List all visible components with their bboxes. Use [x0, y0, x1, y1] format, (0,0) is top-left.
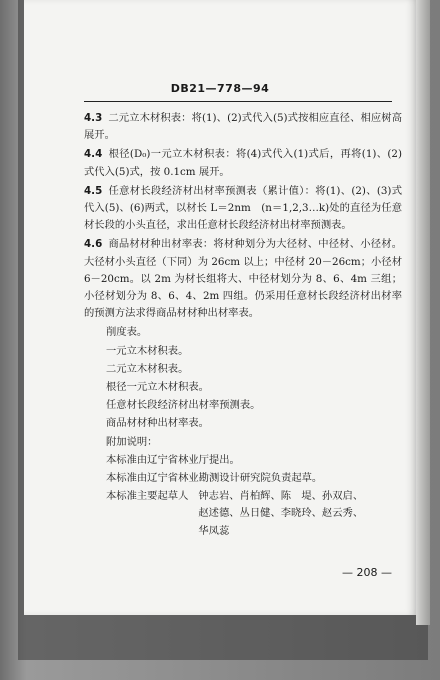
section-4-5	[84, 183, 402, 235]
appendix-line: 本标准由辽宁省林业勘测设计研究院负责起草。	[106, 472, 323, 485]
drafters-line: 钟志岩、肖柏辉、陈 堤、孙双启、	[198, 490, 364, 503]
drafters-label: 本标准主要起草人	[106, 490, 189, 503]
section-number: 4.6	[84, 238, 103, 251]
table-item-taper: 削度表。	[106, 326, 148, 339]
section-4-4	[84, 146, 402, 180]
table-item: 商品材材种出材率表。	[106, 417, 209, 430]
section-text: 二元立木材积表：将(1)、(2)式代入(5)式按相应直径、相应树高展开。	[84, 112, 402, 142]
drafters-block	[84, 488, 402, 540]
section-text: 根径(D₀)一元立木材积表：将(4)式代入(1)式后，再将(1)、(2)式代入(5)式，按 0.1cm 展开。	[84, 148, 402, 178]
appendix-line: 本标准由辽宁省林业厅提出。	[106, 453, 240, 466]
table-item: 一元立木材积表。	[106, 344, 189, 357]
drafters-line: 华凤蕊	[198, 524, 230, 537]
drafters-line: 赵述德、丛日健、李晓玲、赵云秀、	[198, 507, 364, 520]
drafters-names	[188, 488, 363, 540]
page-number: — 208 —	[342, 566, 392, 579]
page-content	[84, 110, 402, 540]
section-number: 4.5	[84, 184, 103, 197]
standard-code-header: DB21—778—94	[170, 82, 270, 95]
section-4-3	[84, 110, 402, 144]
table-item: 二元立木材积表。	[106, 362, 189, 375]
section-text: 商品材材种出材率表：将材种划分为大径材、中径材、小径材。大径材小头直径（下同）为 26cm 以上；中径材 20－26cm；小径材 6－20cm。以 2m 为材长组将大、中径材划分为 8、6、4m 三组；小径材划分为 8、6、4、2m 四组。仍采用任意材长段经济材出材率的预测方法求得商品材材种出材率表。	[84, 238, 402, 320]
document-page	[24, 0, 416, 615]
appendix-title: 附加说明：	[106, 435, 158, 448]
section-text: 任意材长段经济材出材率预测表（累计值）：将(1)、(2)、(3)式代入(5)、(6)两式，以材长 L＝2nm (n＝1,2,3…k)处的直径为任意材长段的小头直径，求出任意材长段经济材出材率预测表。	[84, 184, 402, 232]
table-item: 根径一元立木材积表。	[106, 381, 209, 394]
page-edge	[416, 0, 430, 625]
section-4-6	[84, 236, 402, 322]
header-rule	[84, 101, 392, 102]
section-number: 4.3	[84, 112, 103, 124]
section-number: 4.4	[84, 148, 103, 161]
table-item: 任意材长段经济材出材率预测表。	[106, 399, 261, 412]
